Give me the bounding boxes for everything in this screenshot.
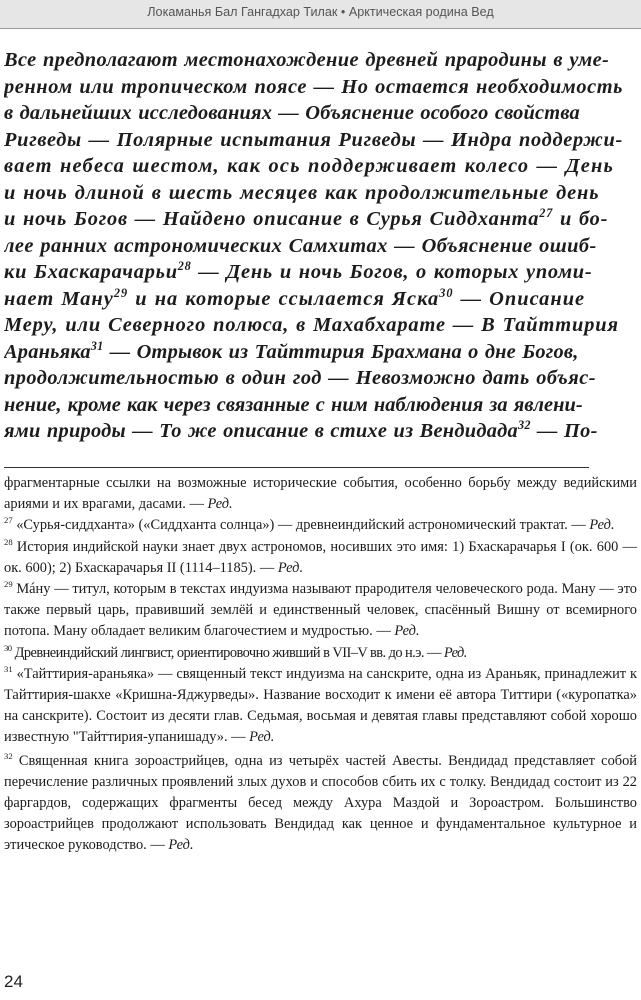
- editor-mark: Ред.: [589, 517, 615, 534]
- footnote-ref-30: 30: [439, 285, 454, 300]
- editor-mark: Ред.: [249, 729, 275, 746]
- summary-line: ренном или тропическом поясе — Но остается необходимость: [4, 75, 624, 98]
- summary-line: и ночь длиной в шесть месяцев как продолжительные день: [4, 181, 600, 204]
- footnote-28: $^{28}$ История индийской науки знает двух астрономов, носивших это имя: 1) Бхаскарачарья I (ок. 600 — ок. 600); 2) Бхаскарачарья II (1114–1185). — Ред.: [4, 536, 637, 576]
- footnote-ref-31: 31: [90, 338, 104, 353]
- summary-line: и ночь Богов — Найдено описание в Сурья Сиддханта$^{27}$ и бо-: [4, 206, 609, 230]
- editor-mark: Ред.: [277, 559, 304, 576]
- footnote-ref-28: 28: [177, 259, 192, 274]
- footnote-number: 29: [4, 579, 13, 590]
- footnote-divider: [4, 467, 589, 468]
- summary-line: Все предполагают местонахождение древней прародины в уме-: [4, 49, 610, 71]
- running-title: Локаманья Бал Гангадхар Тилак • Арктическая родина Вед: [147, 5, 494, 19]
- footnote-ref-27: 27: [539, 206, 554, 221]
- footnote-ref-32: 32: [517, 418, 531, 433]
- footnote-27: $^{27}$ «Сурья-сиддханта» («Сиддханта солнца») — древнеиндийский астрономический трактат. — Ред.: [4, 515, 615, 534]
- summary-line: нение, кроме как через связанные с ним наблюдения за явлени-: [4, 393, 583, 416]
- running-header: [0, 0, 641, 29]
- footnote-32: $^{32}$ Священная книга зороастрийцев, одна из четырёх частей Авесты. Вендидад представляет собой перечисление различных проявлений злых духов и способов сбить их с толку. Вендидад состоит из 22 фаргардов, содержащих фрагменты бесед между Ахура Маздой и Зороастром. Большинство зороастрийцев продолжают использовать Вендидад как ценное и фундаментальное культурное и этическое руководство. — Ред.: [4, 750, 637, 854]
- summary-line: лее ранних астрономических Самхитах — Объяснение ошиб-: [4, 234, 597, 257]
- footnote-number: 28: [4, 536, 13, 547]
- footnote-continued: фрагментарные ссылки на возможные исторические события, особенно борьбу между ведийскими ариями и их врагами, дасами. — Ред.: [4, 475, 637, 513]
- editor-mark: Ред.: [207, 496, 233, 513]
- summary-line: нает Ману$^{29}$ и на которые ссылается Яска$^{30}$ — Описание: [4, 285, 586, 310]
- footnote-number: 27: [4, 515, 13, 526]
- footnote-number: 32: [4, 750, 13, 761]
- summary-line: вает небеса шестом, как ось поддерживает колесо — День: [4, 155, 615, 177]
- page-number: 24: [4, 972, 23, 991]
- summary-line: продолжительностью в один год — Невозможно дать объяс-: [4, 367, 596, 389]
- chapter-summary: [4, 47, 637, 445]
- summary-line: Меру, или Северного полюса, в Махабхарате — В Тайттирия: [4, 314, 619, 336]
- summary-line: в дальнейших исследованиях — Объяснение особого свойства: [4, 102, 580, 124]
- footnote-30: $^{30}$ Древнеиндийский лингвист, ориентировочно живший в VII–V вв. до н.э. — Ред.: [4, 642, 467, 661]
- editor-mark: Ред.: [394, 623, 420, 640]
- editor-mark: Ред.: [168, 837, 194, 854]
- footnote-number: 31: [4, 664, 13, 675]
- footnote-number: 30: [4, 642, 12, 653]
- editor-mark: Ред.: [443, 644, 467, 661]
- footnote-ref-29: 29: [113, 285, 129, 300]
- summary-line: Араньяка$^{31}$ — Отрывок из Тайттирия Брахмана о дне Богов,: [4, 338, 579, 363]
- footnote-29: $^{29}$ Мáну — титул, которым в текстах индуизма называют прародителя человеческого рода. Ману — это также первый царь, правивший землёй и единственный человек, спасённый Вишну от всемирного потопа. Ману обладает великим благочестием и мудростью. — Ред.: [4, 579, 637, 640]
- footnotes-block: [4, 473, 637, 857]
- footnote-31: $^{31}$ «Тайттирия-араньяка» — священный текст индуизма на санскрите, одна из Араньяк, принадлежит к Тайттирия-шакхе «Кришна-Яджурведы». Название восходит к имени её автора Титтири («куропатка» на санскрите). Состоит из десяти глав. Седьмая, восьмая и девятая главы представляют собой хорошо известную "Тайттирия-упанишаду». — Ред.: [4, 664, 637, 746]
- summary-line: ями природы — То же описание в стихе из Вендидада$^{32}$ — По-: [4, 418, 598, 442]
- summary-line: ки Бхаскарачарьи$^{28}$ — День и ночь Богов, о которых упоми-: [4, 259, 593, 283]
- summary-line: Ригведы — Полярные испытания Ригведы — Индра поддержи-: [4, 128, 624, 151]
